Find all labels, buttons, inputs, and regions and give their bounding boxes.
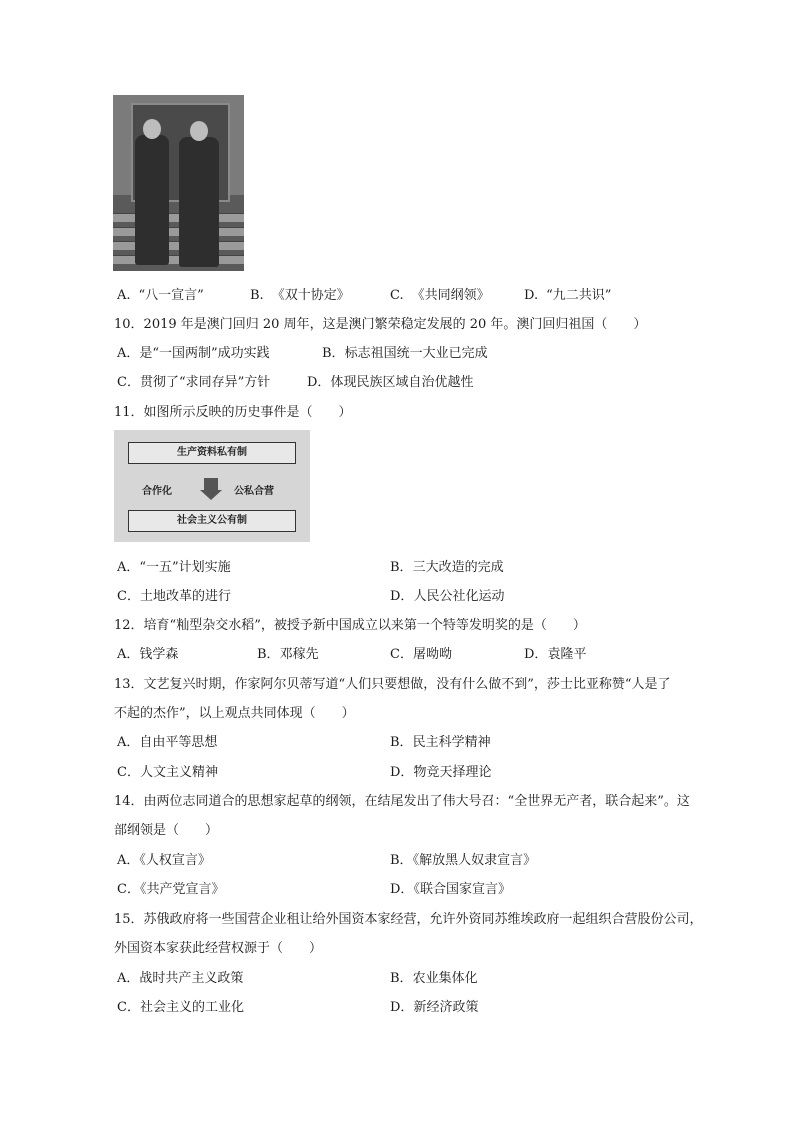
diagram-bottom-box: 社会主义公有制 <box>128 510 296 532</box>
q11-option-a: A．“一五”计划实施 <box>117 560 231 575</box>
q13-option-d: D．物竞天择理论 <box>390 765 492 780</box>
q10-stem: 10．2019 年是澳门回归 20 周年，这是澳门繁荣稳定发展的 20 年。澳门回归祖国（ ） <box>114 317 647 332</box>
q12-option-d: D．袁隆平 <box>524 647 587 662</box>
q13-option-b: B．民主科学精神 <box>390 735 491 750</box>
q10-option-c: C．贯彻了“求同存异”方针 <box>117 375 271 390</box>
q15-option-b: B．农业集体化 <box>390 971 478 986</box>
ownership-diagram <box>114 430 310 542</box>
q15-stem-line1: 15．苏俄政府将一些国营企业租让给外国资本家经营，允许外资同苏维埃政府一起组织合营股份公司， <box>114 912 703 927</box>
q15-option-c: C．社会主义的工业化 <box>117 1000 244 1015</box>
historical-photo <box>113 95 244 271</box>
diagram-right-label: 公私合营 <box>234 486 274 497</box>
q14-option-b: B．《解放黑人奴隶宣言》 <box>390 853 537 868</box>
q14-stem-line2: 部纲领是（ ） <box>114 823 219 838</box>
q12-option-c: C．屠呦呦 <box>390 647 452 662</box>
q14-option-a: A．《人权宣言》 <box>117 853 211 868</box>
q10-option-a: A．是“一国两制”成功实践 <box>117 346 270 361</box>
q12-option-b: B．邓稼先 <box>257 647 319 662</box>
diagram-top-box: 生产资料私有制 <box>128 442 296 464</box>
q13-option-a: A．自由平等思想 <box>117 735 218 750</box>
q11-option-b: B．三大改造的完成 <box>390 560 504 575</box>
q13-stem-line1: 13．文艺复兴时期，作家阿尔贝蒂写道“人们只要想做，没有什么做不到”，莎士比亚称赞“人是了 <box>114 677 671 692</box>
q14-option-c: C．《共产党宣言》 <box>117 882 225 897</box>
q9-option-c: C. 《共同纲领》 <box>390 288 490 303</box>
q14-stem-line1: 14．由两位志同道合的思想家起草的纲领，在结尾发出了伟大号召：“全世界无产者，联合起来”。这 <box>114 794 690 809</box>
q12-stem: 12．培育“籼型杂交水稻”，被授予新中国成立以来第一个特等发明奖的是（ ） <box>114 618 586 633</box>
q12-option-a: A．钱学森 <box>117 647 179 662</box>
q9-option-a: A. “八一宣言” <box>117 288 204 303</box>
q9-option-d: D. “九二共识” <box>524 288 612 303</box>
q14-option-d: D．《联合国家宣言》 <box>390 882 511 897</box>
q10-option-d: D．体现民族区域自治优越性 <box>307 375 474 390</box>
q9-option-b: B. 《双十协定》 <box>250 288 350 303</box>
q11-stem: 11．如图所示反映的历史事件是（ ） <box>114 405 352 420</box>
diagram-left-label: 合作化 <box>142 486 172 497</box>
q10-option-b: B．标志祖国统一大业已完成 <box>322 346 488 361</box>
q13-option-c: C．人文主义精神 <box>117 765 218 780</box>
q13-stem-line2: 不起的杰作”，以上观点共同体现（ ） <box>114 706 355 721</box>
q15-option-d: D．新经济政策 <box>390 1000 479 1015</box>
down-arrow-icon <box>204 478 218 490</box>
q11-option-d: D．人民公社化运动 <box>390 589 505 604</box>
q15-option-a: A．战时共产主义政策 <box>117 971 244 986</box>
q15-stem-line2: 外国资本家获此经营权源于（ ） <box>114 941 323 956</box>
q11-option-c: C．土地改革的进行 <box>117 589 231 604</box>
